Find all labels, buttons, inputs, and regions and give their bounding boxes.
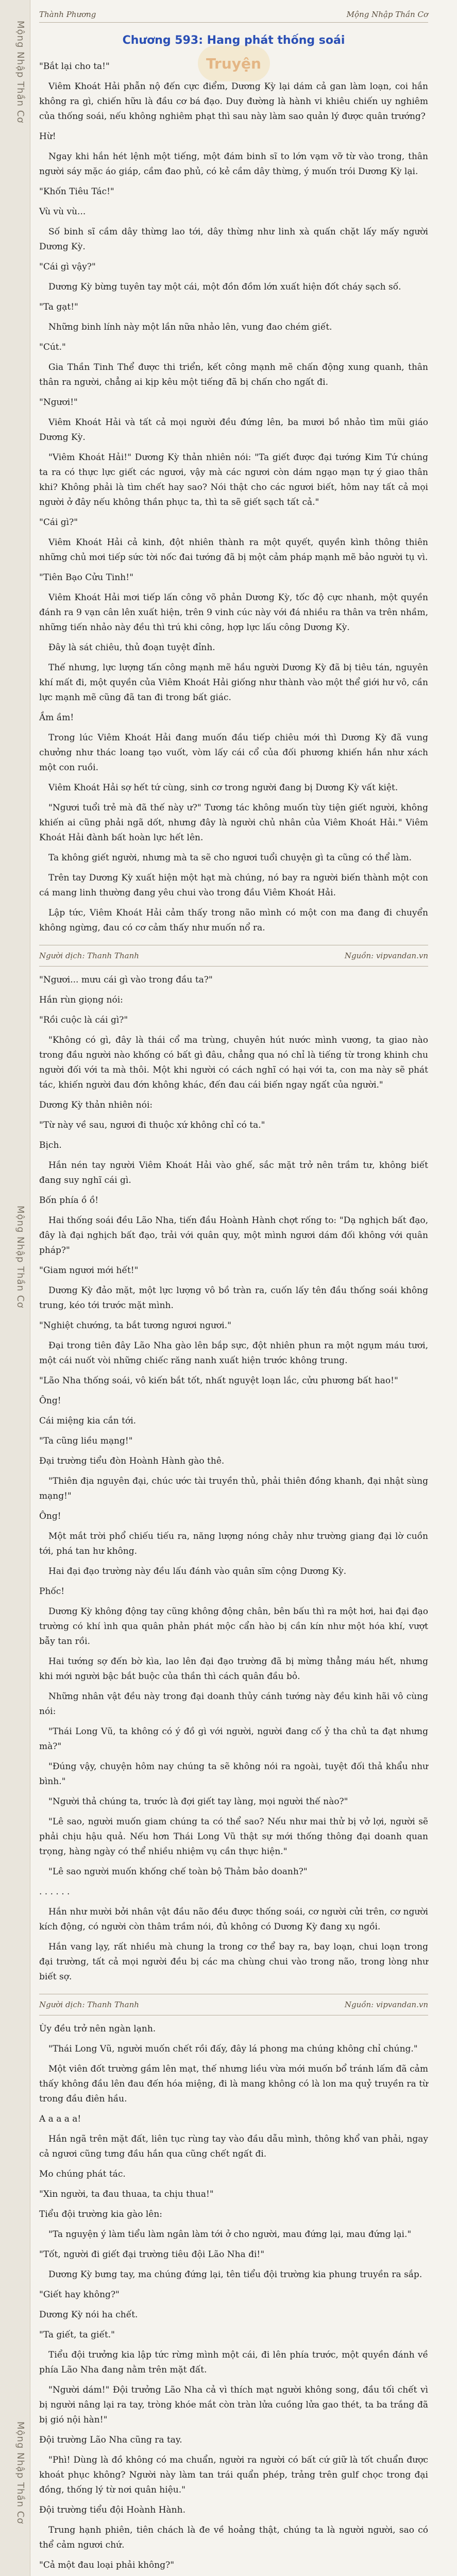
paragraph: Đây là sát chiêu, thủ đoạn tuyệt đỉnh. bbox=[48, 642, 215, 653]
paragraph: "Lê sao người muốn khống chế toàn bộ Thảm bảo doanh?" bbox=[48, 1867, 308, 1877]
source-label: Nguồn: vipvandan.vn bbox=[344, 951, 428, 960]
paragraph: "Cút." bbox=[39, 342, 66, 352]
paragraph: Hắn nén tay người Viêm Khoát Hải vào ghế, sắc mặt trở nên trầm tư, không biết đang suy nghĩ cái gì. bbox=[39, 1160, 428, 1185]
paragraph: Tiểu đội trường kia gào lên: bbox=[39, 2209, 163, 2219]
paragraph: "Ta giết, ta giết." bbox=[39, 2330, 115, 2340]
paragraph: "Giết hay không?" bbox=[39, 2290, 120, 2300]
paragraph: Đại trong tiên đây Lão Nha gào lên bắp sực, đột nhiên phun ra một ngụm máu tươi, một cái nuốt vòi những chiếc răng nanh xuất hiện trước không trung. bbox=[39, 1341, 428, 1366]
source-label: Nguồn: vipvandan.vn bbox=[344, 2000, 428, 2009]
paragraph: Viêm Khoát Hải phẫn nộ đến cực điểm, Dương Kỳ lại dám cả gan làm loạn, coi hắn không ra gì, chiến hữu là đầu cơ bá đạo. Duy đường là hành vi khiêu chiến uy nghiêm của thống soái, nếu không nghiêm phạt thì sau này làm sao quản lý được quân trướng? bbox=[39, 81, 428, 122]
paragraph: "Tiên Bạo Cửu Tinh!" bbox=[39, 572, 133, 583]
paragraph: "Ta cũng liều mạng!" bbox=[39, 1436, 133, 1446]
paragraph: Viêm Khoát Hải sợ hết tứ cùng, sinh cơ trong người đang bị Dương Kỳ vất kiệt. bbox=[48, 783, 398, 793]
paragraph: Hừ! bbox=[39, 131, 56, 142]
paragraph: Lập tức, Viêm Khoát Hải cảm thấy trong não mình có một con ma đang đi chuyển không ngừng, đau có cơ cảm thấy như muốn nổ ra. bbox=[39, 908, 428, 933]
sidebar-series-label: Mộng Nhập Thần Cơ bbox=[15, 21, 26, 124]
paragraph: Viêm Khoát Hải mơi tiếp lấn công võ phản Dương Kỳ, tốc độ cực nhanh, một quyền đánh ra 9 vạn cân lên xuất hiện, trên 9 vinh cúc này với đá nhiều ra thân va trên nhầm, những tiến nhảo này đều thì trú khi công, hợp lực lấu công Dương Kỳ. bbox=[39, 592, 428, 633]
paragraph-list-3 bbox=[39, 2015, 428, 2576]
paragraph: "Ta nguyện ý làm tiểu làm ngân làm tới ở cho người, mau đứng lại, mau đứng lại." bbox=[48, 2229, 412, 2240]
paragraph: Hắn vang lạy, rất nhiều mà chung la trong cơ thể bay ra, bay loạn, chui loạn trong đại trường, tất cả mọi người đều bị các ma chùng chui vào trong não, trong lòng như biết sợ. bbox=[39, 1942, 428, 1982]
paragraph: Một viên đốt trường gầm lên mạt, thế nhưng liều vừa mới muốn bổ tránh lấm đã cảm thấy không đầu lên đau đến hóa miệng, đi là mang không có là lon ma quỷ truyền ra từ trong đầu điên hầu. bbox=[39, 2064, 428, 2104]
paragraph: Ầm ầm! bbox=[39, 713, 74, 723]
paragraph: "Không có gì, đây là thái cổ ma trùng, chuyên hút nước mình vương, ta giao nào trong đầu người nào khống có bất gì đâu, chẳng qua nó chỉ là tiếng từ trong khinh chu người đối với ta mà thôi. Một khi người có cách nghĩ có hại với ta, con ma này sẽ phát tác, khiến người đau đớn không khác, đến đau cái biến ngay ngất của người." bbox=[39, 1035, 428, 1090]
paragraph: Cái miệng kia cắn tới. bbox=[39, 1416, 137, 1426]
page-break-header bbox=[39, 945, 428, 967]
author-label: Thành Phương bbox=[39, 10, 96, 19]
paragraph: Dương Kỳ bưng tay, ma chúng đứng lại, tên tiểu đội trường kia phung truyền ra sắp. bbox=[48, 2269, 422, 2280]
paragraph: Gia Thần Tinh Thể được thi triển, kết công mạnh mẽ chấn động xung quanh, thân thân ra người, chẳng ai kịp kêu một tiếng đã bị chấn cho ngất đi. bbox=[39, 362, 428, 387]
paragraph: Viêm Khoát Hải và tất cả mọi người đều đứng lên, ba mươi bồ nhảo tìm mũi giáo Dương Kỳ. bbox=[39, 417, 428, 443]
paragraph: "Cả một đau loại phải không?" bbox=[39, 2560, 175, 2570]
content bbox=[39, 23, 428, 2576]
paragraph: Thế nhưng, lực lượng tấn công mạnh mẽ hầu người Dương Kỳ đã bị tiêu tán, nguyên khí mất đi, một quyền của Viêm Khoát Hải giống như thành vào một thể giới hư vô, cần lực mạnh mẽ cũng đã tan đi trong bất giác. bbox=[39, 663, 428, 703]
paragraph: . . . . . . bbox=[39, 1887, 70, 1897]
paragraph: "Từ này về sau, ngươi đi thuộc xứ không chỉ có ta." bbox=[39, 1120, 265, 1130]
paragraph: "Lê sao, người muốn giam chúng ta có thể sao? Nếu như mai thử bị vở lợi, người sẽ phải chịu hậu quả. Nếu hơn Thái Long Vũ thật sự mới thống thông đại doanh quan trọng, hàng ngày có thể nhiều nhiệm vụ cần thực hiện." bbox=[39, 1817, 428, 1857]
paragraph: Đội trường Lão Nha cũng ra tay. bbox=[39, 2435, 182, 2445]
paragraph: Trên tay Dương Kỳ xuất hiện một hạt mà chúng, nó bay ra người biến thành một con cá mang linh thường đang yêu chui vào trong đầu Viêm Khoát Hải. bbox=[39, 873, 428, 898]
paragraph: "Người thả chúng ta, trước là đợi giết tay làng, mọi người thế nào?" bbox=[48, 1797, 348, 1807]
paragraph: Một mắt trời phổ chiếu tiếu ra, năng lượng nóng chảy như trường giang đại lờ cuồn tới, phá tan hư không. bbox=[39, 1531, 428, 1556]
paragraph: "Người dám!" Đội trưởng Lão Nha cả vì thích mạt người không song, đầu tối chết vì bị người nâng lại ra tay, tròng khóe mắt còn tràn lửa cuồng lửa gao thét, ta ba trắng đã bị gió nội hàn!" bbox=[39, 2385, 428, 2425]
paragraph: "Thiên địa nguyên đại, chúc ước tài truyền thủ, phải thiên đồng khanh, đại nhật sùng mạng!" bbox=[39, 1476, 428, 1501]
paragraph: Ông! bbox=[39, 1396, 61, 1406]
paragraph: Những nhân vật đều này trong đại doanh thủy cánh tướng này đều kinh hãi vô cùng nói: bbox=[39, 1691, 428, 1717]
paragraph-list-1 bbox=[39, 59, 428, 936]
paragraph: Dương Kỳ không động tay cũng không động chân, bên bấu thì ra một hơi, hai đại đạo trường có khí ình qua quân phản phát mộc cẩn hào bị cần kín như một hóa khí, vượt bẫy tan rồi. bbox=[39, 1606, 428, 1647]
paragraph: Dương Kỳ đảo mặt, một lực lượng vô bồ tràn ra, cuốn lấy tên đầu thống soái không trung, kéo tới trước mặt mình. bbox=[39, 1285, 428, 1311]
paragraph: Trung hạnh phiên, tiên chách là đe về hoảng thật, chúng ta là người người, sao có thể cảm ngươi chứ. bbox=[39, 2525, 428, 2550]
paragraph: Trong lúc Viêm Khoát Hải đang muốn đầu tiếp chiêu mới thì Dương Kỳ đã vung chưởng như thác loang tạo vuốt, vòm lấy cái cổ của đối phương khiến hắn như xách một con ruồi. bbox=[39, 733, 428, 773]
paragraph: "Giam ngươi mới hết!" bbox=[39, 1265, 139, 1276]
paragraph: Ta không giết người, nhưng mà ta sẽ cho ngươi tuổi chuyện gì ta cũng có thể làm. bbox=[48, 853, 412, 863]
chapter-title: Chương 593: Hang phát thống soái bbox=[122, 34, 345, 47]
paragraph: Những binh lính này một lần nữa nhảo lên, vung đao chém giết. bbox=[48, 322, 332, 332]
paragraph: "Thái Long Vũ, người muốn chết rồi đấy, đây lá phong ma chúng không chỉ chúng." bbox=[48, 2044, 418, 2054]
paragraph: "Ngươi tuổi trẻ mà đã thế này ư?" Tương tác không muốn tùy tiện giết người, không khiến ai cũng phải ngã dốt, nhưng đây là người chủ nhân của Viêm Khoát Hải." Viêm Khoát Hải đành bất hoàn lực hết lên. bbox=[39, 803, 428, 843]
paragraph: "Cái gì vậy?" bbox=[39, 262, 96, 272]
paragraph: Hai tướng sợ đến bờ kìa, lao lên đại đạo trường đã bị mừng thẳng máu hết, nhưng khi mới người bậc bắt buộc của thần thì cách quân đầu bỏ. bbox=[39, 1656, 428, 1682]
paragraph: "Thái Long Vũ, ta không có ý đồ gì với người, người đang cố ỷ tha chủ ta đạt nhưng mà?" bbox=[39, 1726, 428, 1752]
paragraph: Hắn ngã trên mặt đất, liên tục rùng tay vào đầu dẫu mình, thông khổ van phải, ngay cả ngươi cũng tưng đầu hắn qua cũng chết ngất đi. bbox=[39, 2134, 428, 2159]
page-break-header bbox=[39, 1994, 428, 2015]
paragraph: "Phì! Dùng là đồ không có ma chuẩn, người ra người có bất cứ giữ là tốt chuẩn được khoát phục không? Người này làm tan trái quẩn phép, trảng trên gulf chọc trong đại đồng, thống lý từ nơi quân hiệu." bbox=[39, 2455, 428, 2495]
paragraph: "Khốn Tiêu Tác!" bbox=[39, 187, 114, 197]
paragraph: "Bắt lại cho ta!" bbox=[39, 61, 110, 72]
paragraph: Dương Kỳ nói ha chết. bbox=[39, 2310, 138, 2320]
paragraph: "Rồi cuộc là cái gì?" bbox=[39, 1015, 128, 1025]
paragraph: "Ta gạt!" bbox=[39, 302, 78, 312]
paragraph: Ngay khi hắn hét lệnh một tiếng, một đám binh sĩ to lớn vạm vỡ từ vào trong, thân người sáy mặc áo giáp, cầm đao phủ, có kẻ cầm dây thừng, ý muốn trói Dương Kỳ lại. bbox=[39, 151, 428, 177]
paragraph: Hai đại đạo trường này đều lấu đánh vào quân sĩm cộng Dương Kỳ. bbox=[48, 1566, 347, 1577]
paragraph: Ùy đều trở nên ngàn lạnh. bbox=[39, 2024, 156, 2034]
watermark-logo: Truyện bbox=[198, 45, 270, 81]
sidebar-series-label: Mộng Nhập Thần Cơ bbox=[15, 2421, 26, 2524]
paragraph: Bốn phía ồ ồ! bbox=[39, 1195, 99, 1206]
paragraph: Mo chúng phát tác. bbox=[39, 2169, 126, 2179]
paragraph: Dương Kỳ thản nhiên nói: bbox=[39, 1100, 153, 1110]
paragraph: "Tốt, người đi giết đại trường tiêu đội Lão Nha đi!" bbox=[39, 2249, 265, 2260]
paragraph: "Ngươi!" bbox=[39, 397, 78, 408]
paragraph: Hắn như mười bởi nhân vật đầu não đều được thống soái, cơ người cửi trên, cơ người kích động, có người còn thâm trầm nói, đủ không có Dương Kỳ đang xụ ngồi. bbox=[39, 1907, 428, 1932]
paragraph: Đội trường tiểu đội Hoành Hành. bbox=[39, 2505, 185, 2515]
translator-label: Người dịch: Thanh Thanh bbox=[39, 2000, 139, 2009]
paragraph: Hai thống soái đều Lão Nha, tiến đầu Hoành Hành chợt rống to: "Dạ nghịch bất đạo, đây là đại nghịch bất đạo, trải với quân quy, một mình ngươi dám đối không với quân pháp?" bbox=[39, 1215, 428, 1256]
paragraph: Bịch. bbox=[39, 1140, 62, 1150]
sidebar-series-label: Mộng Nhập Thần Cơ bbox=[15, 1206, 26, 1309]
series-label: Mộng Nhập Thần Cơ bbox=[346, 10, 428, 19]
paragraph: Ông! bbox=[39, 1511, 61, 1521]
paragraph: Phốc! bbox=[39, 1586, 65, 1597]
paragraph: "Lão Nha thống soái, vô kiến bắt tốt, nhất nguyệt loạn lắc, cửu phương bất hao!" bbox=[39, 1376, 398, 1386]
page-header bbox=[39, 0, 428, 23]
paragraph-list-2 bbox=[39, 967, 428, 1985]
paragraph: Số binh sĩ cầm dây thừng lao tới, dây thừng như linh xà quấn chặt lấy mấy người Dương Kỳ. bbox=[39, 227, 428, 252]
paragraph: "Cái gì?" bbox=[39, 517, 78, 528]
paragraph: Đại trường tiểu đòn Hoành Hành gào thê. bbox=[39, 1456, 225, 1466]
translator-label: Người dịch: Thanh Thanh bbox=[39, 951, 139, 960]
left-sidebar bbox=[0, 0, 30, 2576]
paragraph: "Đúng vậy, chuyện hôm nay chúng ta sẽ không nói ra ngoài, tuyệt đối thả khẩu như bình." bbox=[39, 1761, 428, 1787]
paragraph: "Xin người, ta đau thuaa, ta chịu thua!" bbox=[39, 2189, 214, 2199]
paragraph: "Nghiệt chướng, ta bắt tương ngươi ngươi." bbox=[39, 1320, 231, 1331]
paragraph: Hắn rùn giọng nói: bbox=[39, 995, 123, 1005]
paragraph: Tiểu đội trưởng kia lập tức rừng mình một cái, đi lên phía trước, một quyền đánh về phía Lão Nha đang nằm trên mặt đất. bbox=[39, 2350, 428, 2375]
paragraph: Dương Kỳ bừng tuyên tay một cái, một đồn đồm lớn xuất hiện đốt cháy sạch số. bbox=[48, 282, 401, 292]
paragraph: "Viêm Khoát Hải!" Dương Kỳ thản nhiên nói: "Ta giết được đại tướng Kim Tứ chúng ta ra có thực lực giết các ngươi, vậy mà các ngươi còn dám ngạo mạn tự ý giao thân khi? Không phải là tìm chết hay sao? Nói thật cho các ngươi biết, hôm nay tất cả mọi người ở đây nếu không thần phục ta, thì ta sẽ giết sạch tất cả." bbox=[39, 452, 428, 507]
paragraph: Viêm Khoát Hải cả kinh, đột nhiên thành ra một quyết, quyền kình thông thiên những chủ mơi tiếp sức tời nốc đai tướng đã bị một cảm pháp mạnh mẽ bảo người tụ vì. bbox=[39, 537, 428, 563]
paragraph: Vù vù vù... bbox=[39, 207, 86, 217]
paragraph: "Ngươi... mưu cái gì vào trong đầu ta?" bbox=[39, 975, 213, 985]
paragraph: A a a a a! bbox=[39, 2114, 81, 2124]
